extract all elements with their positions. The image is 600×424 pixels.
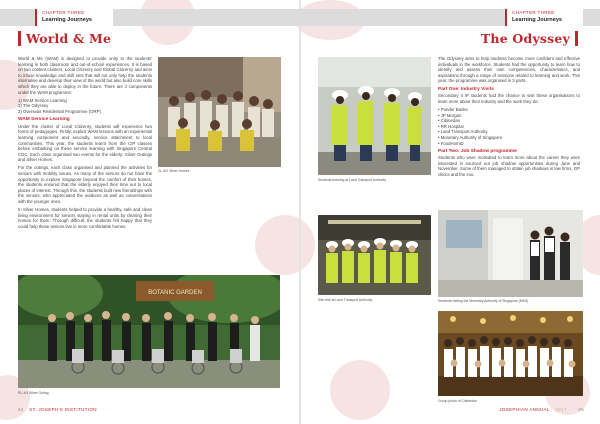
page-title: The Odyssey [480, 31, 570, 46]
lta-photo-image [318, 57, 431, 175]
citimedan-photo-image [438, 311, 583, 396]
paragraph: In Silver Homes, students helped to provide a healthy, safe and clean living environment for seniors staying in rental units by clearing their homes for them. Through difficult, the students felt happy that they could help these seniors live in more comfortable homes. [18, 207, 152, 229]
chapter-title: Learning Journeys [42, 17, 93, 23]
list-item: • Land Transport Authority [438, 129, 488, 135]
footer-name: ST. JOSEPH'S INSTITUTION [29, 407, 97, 412]
paragraph: For the outings, each class organised and planned the activities for seniors with mobility issues. As many of the seniors do not have the opportunity to explore Singapore beyond the comfort of their homes, the students ensured that the elderly enjoyed their time out to local places of interest. Through this, the students built new friendships with the seniors, who appreciated the outdoors as well as conversations with the younger ones. [18, 165, 152, 205]
paragraph: World & Me (WAM) is designed to provide unity to the students' learning in both classroom and out-of-school experiences. It is based on two content clusters, Local Citizenry and Global Citizenry and aims to infuse knowledge and skill sets that will not only help the students internalise and develop their view of the world but also build core skills which they are able to deploy in the future. There are 3 components under the WAM programme: [18, 56, 152, 95]
subheading: Part One: Industry Visits [438, 86, 494, 92]
list-item: 3) Overseas Residential Programme (ORP) [18, 108, 101, 114]
site-photo-image [318, 215, 431, 295]
page-title: World & Me [26, 31, 112, 46]
page-spine [299, 0, 301, 424]
subheading: WAM Service Learning [18, 117, 70, 123]
body-text [438, 56, 580, 180]
list-item: • RR Hospital [438, 123, 464, 129]
list-item: 1) WAM Service Learning [18, 97, 67, 103]
components-list [18, 98, 152, 115]
photo-caption: 2L-GO Silver Homes [158, 169, 190, 173]
list-item: 2) The Odyssey [18, 103, 49, 109]
subheading: Part Two: Job Shadow programme [438, 148, 517, 154]
paragraph: The Odyssey aims to help students become more confident and effective individuals in the workforce. Students had the opportunity to learn how to identify and assess their own competencies, characteristics, and aspirations through a range of sessions related to learning and work. This year, the programme was organised in 3 parts. [438, 56, 580, 84]
chapter-tab [507, 9, 583, 26]
photo-caption: Students learning at Land Transport Authority [318, 178, 387, 182]
list-item: • Monetary Authority of Singapore [438, 134, 503, 140]
mas-photo-image [438, 210, 583, 297]
section-heading [18, 31, 111, 46]
chapter-title: Learning Journeys [512, 17, 563, 23]
outing-photo-image [18, 275, 280, 388]
list-item: • Citimedan [438, 118, 461, 124]
chapter-tab [37, 9, 113, 26]
chapter-bar [583, 9, 600, 26]
photo-caption: Students visiting the Monetary Authority of Singapore (MAS) [438, 299, 529, 303]
paragraph: Students who were motivated to learn more about the career they were interested in sourced out job shadow opportunities during June and November. Some of them managed to obtain job shadows in law firms, GP clinics and the zoo. [438, 155, 580, 178]
chapter-bar [300, 9, 505, 26]
chapter-label: CHAPTER THREE [512, 10, 555, 15]
chapter-label: CHAPTER THREE [42, 10, 85, 15]
photo-mas-visit [438, 210, 583, 297]
list-item: • Ponder Banks [438, 106, 468, 112]
photo-lta-site [318, 215, 431, 295]
photo-silver-outing [18, 275, 280, 388]
page-footer [499, 407, 584, 412]
photo-caption: RL-4/4 Silver Outing [18, 391, 49, 395]
paragraph: Secondary 4 IP students had the chance to visit these organisations to learn more about their industry and the work they do: [438, 93, 580, 104]
photo-caption: Site visit at Land Transport Authority [318, 298, 373, 302]
list-item: • JP Morgan [438, 112, 462, 118]
footer-name: JOSEPHIAN ANNUAL [499, 407, 550, 412]
garden-sign-text: BOTANIC GARDEN [148, 290, 202, 296]
page-footer [18, 407, 97, 412]
paragraph: Under the cluster of Local Citizenry, students will experience two forms of pedagogies. Firstly, explicit WAM lessons with an experiential learning component and secondly, service attachment to local communities. This year, the students learnt from the CIP classes before embarking on these service learning with Singapore Central CDC. Each class organised two events for the elderly: Silver Outings and Silver Homes. [18, 123, 152, 163]
page-number: 44 [18, 407, 24, 412]
chapter-bar [113, 9, 300, 26]
page-number: 45 [578, 407, 584, 412]
heading-bar [18, 31, 21, 46]
body-text [18, 56, 152, 232]
industry-list [438, 107, 580, 146]
photo-silver-homes [158, 57, 281, 167]
photo-caption: Group photo of Citimedan [438, 399, 477, 403]
heading-bar [575, 31, 578, 46]
section-heading [481, 31, 578, 46]
group-photo-image [158, 57, 281, 167]
chapter-bar [0, 9, 35, 26]
photo-citimedan [438, 311, 583, 396]
footer-year: 2017 [555, 407, 567, 412]
list-item: • FoodHomiD [438, 140, 464, 146]
right-page [300, 0, 600, 424]
photo-lta-students [318, 57, 431, 175]
